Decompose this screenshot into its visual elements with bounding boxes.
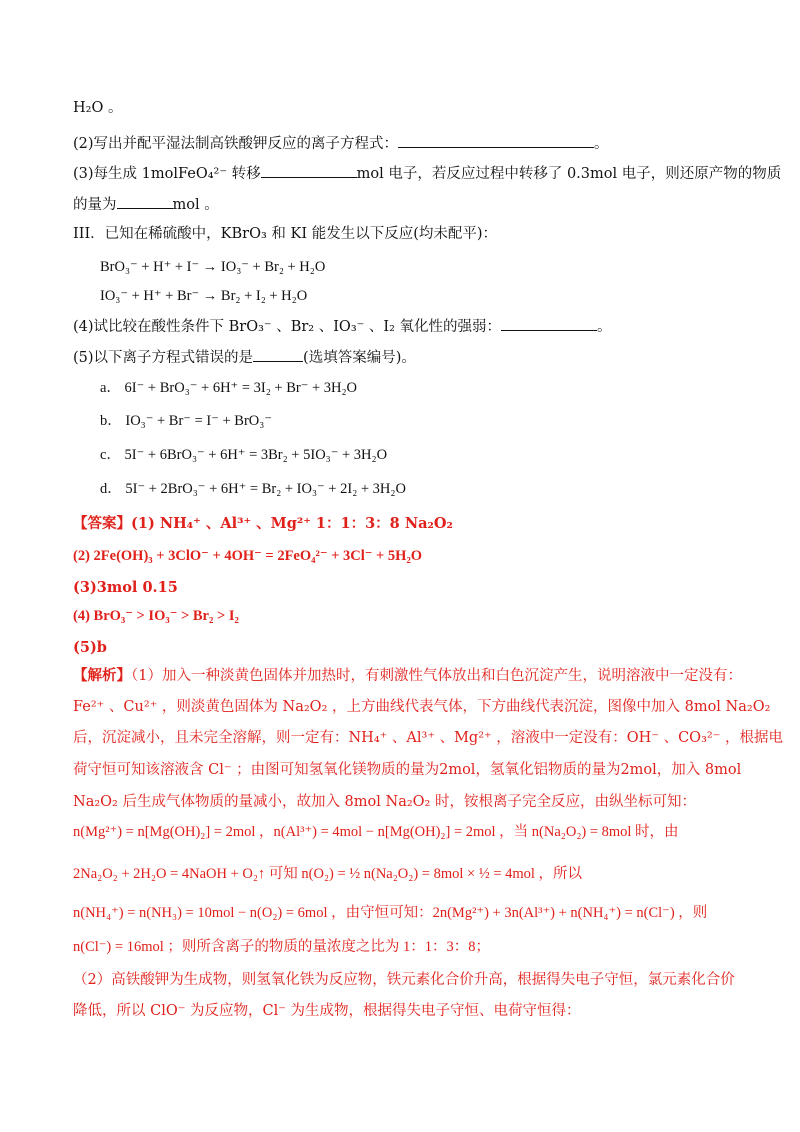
answer-blank-q3b — [117, 194, 173, 209]
answer-1: (1) NH₄⁺ 、Al³⁺ 、Mg²⁺ 1：1：3：8 Na₂O₂ — [131, 515, 453, 532]
question-3-cont — [73, 194, 219, 215]
answer-line-5: (5)b — [73, 639, 107, 656]
answer-blank-q3a — [261, 163, 357, 178]
analysis-line-9: n(Cl⁻) = 16mol ；则所含离子的物质的量浓度之比为 1：1：3：8； — [73, 939, 490, 955]
option-c: c． 5I⁻ + 6BrO₃⁻ + 6H⁺ = 3Br₂ + 5IO₃⁻ + 3H₂O — [100, 447, 388, 463]
answer-line-3: (3)3mol 0.15 — [73, 579, 178, 596]
analysis-line-8: n(NH₄⁺) = n(NH₃) = 10mol − n(O₂) = 6mol ，由守恒可知：2n(Mg²⁺) + 3n(Al³⁺) + n(NH₄⁺) = n(Cl⁻) ，则 — [73, 905, 708, 921]
analysis-line-1 — [73, 666, 742, 686]
question-4-suffix: 。 — [597, 319, 612, 335]
answer-line-2: (2) 2Fe(OH)₃ + 3ClO⁻ + 4OH⁻ = 2FeO₄²⁻ + 3Cl⁻ + 5H₂O — [73, 548, 423, 564]
analysis-line-10: （2）高铁酸钾为生成物，则氢氧化铁为反应物，铁元素化合价升高，根据得失电子守恒，氯元素化合价 — [73, 972, 735, 988]
question-2-text: (2)写出并配平湿法制高铁酸钾反应的离子方程式： — [73, 136, 399, 152]
question-2 — [73, 133, 609, 154]
question-5 — [73, 347, 416, 368]
analysis-line-4: 荷守恒可知该溶液含 Cl⁻ ；由图可知氢氧化镁物质的量为2mol，氢氧化铝物质的量为2mol，加入 8mol — [73, 762, 742, 778]
question-3 — [73, 163, 781, 184]
text-line-h2o: H₂O 。 — [73, 100, 123, 116]
option-d: d． 5I⁻ + 2BrO₃⁻ + 6H⁺ = Br₂ + IO₃⁻ + 2I₂ + 3H₂O — [100, 481, 406, 497]
analysis-line-3: 后，沉淀减小，且未完全溶解，则一定有：NH₄⁺ 、Al³⁺ 、Mg²⁺ ，溶液中一定没有：OH⁻ 、CO₃²⁻ ，根据电 — [73, 730, 783, 746]
equation-1: BrO₃⁻ + H⁺ + I⁻ → IO₃⁻ + Br₂ + H₂O — [100, 259, 326, 275]
answer-blank-q5 — [253, 347, 303, 362]
analysis-text-1: （1）加入一种淡黄色固体并加热时，有刺激性气体放出和白色沉淀产生，说明溶液中一定没有： — [131, 668, 742, 684]
section-3-heading: III．已知在稀硫酸中，KBrO₃ 和 KI 能发生以下反应(均未配平)： — [73, 226, 498, 242]
answer-blank-q2 — [398, 133, 594, 148]
question-3b-suffix: mol 。 — [172, 197, 219, 213]
question-2-suffix: 。 — [594, 136, 609, 152]
question-3b-text: 的量为 — [73, 197, 117, 213]
question-3-mid: mol 电子，若反应过程中转移了 0.3mol 电子，则还原产物的物质 — [356, 166, 782, 182]
answer-line-4: (4) BrO₃⁻ > IO₃⁻ > Br₂ > I₂ — [73, 608, 239, 624]
answer-blank-q4 — [501, 316, 597, 331]
option-b: b． IO₃⁻ + Br⁻ = I⁻ + BrO₃⁻ — [100, 413, 272, 429]
analysis-line-7: 2Na₂O₂ + 2H₂O = 4NaOH + O₂↑ 可知 n(O₂) = ½ n(Na₂O₂) = 8mol × ½ = 4mol ，所以 — [73, 866, 583, 882]
analysis-line-2: Fe²⁺ 、Cu²⁺ ，则淡黄色固体为 Na₂O₂ ，上方曲线代表气体，下方曲线代表沉淀，图像中加入 8mol Na₂O₂ — [73, 699, 771, 715]
analysis-label: 【解析】 — [73, 667, 131, 684]
analysis-line-5: Na₂O₂ 后生成气体物质的量减小，故加入 8mol Na₂O₂ 时，铵根离子完全反应，由纵坐标可知： — [73, 794, 696, 810]
question-5-suffix: (选填答案编号)。 — [303, 350, 416, 366]
answer-label: 【答案】 — [73, 515, 131, 532]
equation-2: IO₃⁻ + H⁺ + Br⁻ → Br₂ + I₂ + H₂O — [100, 288, 308, 304]
analysis-line-11: 降低，所以 ClO⁻ 为反应物，Cl⁻ 为生成物，根据得失电子守恒、电荷守恒得： — [73, 1003, 581, 1019]
answer-line-1 — [73, 514, 453, 534]
question-3-text: (3)每生成 1molFeO₄²⁻ 转移 — [73, 166, 261, 182]
analysis-line-6: n(Mg²⁺) = n[Mg(OH)₂] = 2mol ，n(Al³⁺) = 4mol − n[Mg(OH)₂] = 2mol ，当 n(Na₂O₂) = 8mol 时，由 — [73, 824, 679, 840]
question-4 — [73, 316, 612, 337]
question-5-text: (5)以下离子方程式错误的是 — [73, 350, 254, 366]
question-4-text: (4)试比较在酸性条件下 BrO₃⁻ 、Br₂ 、IO₃⁻ 、I₂ 氧化性的强弱： — [73, 319, 502, 335]
option-a: a． 6I⁻ + BrO₃⁻ + 6H⁺ = 3I₂ + Br⁻ + 3H₂O — [100, 380, 358, 396]
